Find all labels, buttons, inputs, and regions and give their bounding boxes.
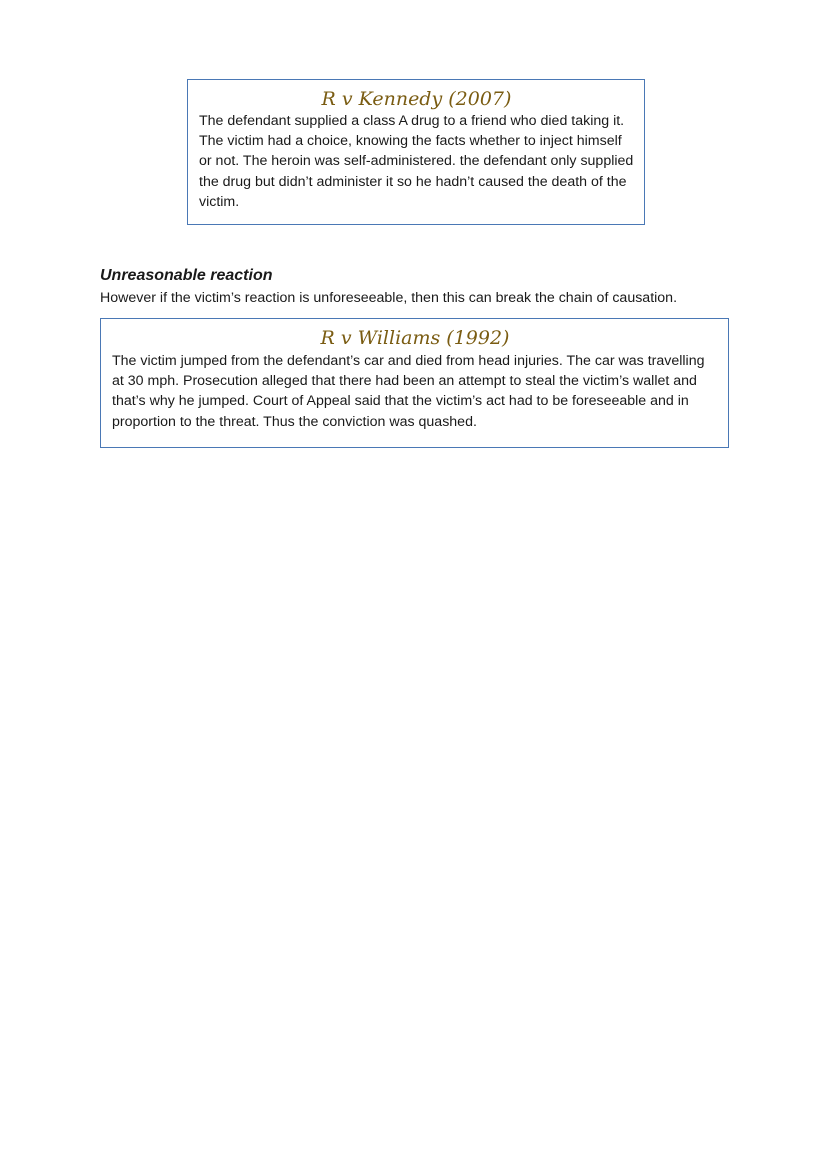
section-heading: Unreasonable reaction [100, 267, 273, 284]
case-title-williams: R v Williams (1992) [320, 327, 510, 349]
case-box-williams [100, 318, 729, 448]
case-body-williams: The victim jumped from the defendant’s car and died from head injuries. The car was travelling at 30 mph. Prosecution alleged that there had been an attempt to steal the victim’s wallet and that’s why he jumped. Court of Appeal said that the victim’s act had to be foreseeable and in proportion to the threat. Thus the conviction was quashed. [112, 353, 705, 430]
section-text: However if the victim’s reaction is unforeseeable, then this can break the chain of causation. [100, 290, 678, 306]
case-title-kennedy: R v Kennedy (2007) [321, 88, 512, 110]
case-body-kennedy: The defendant supplied a class A drug to a friend who died taking it. The victim had a choice, knowing the facts whether to inject himself or not. The heroin was self-administered. the defendant only supplied the drug but didn’t administer it so he hadn’t caused the death of the victim. [199, 113, 634, 210]
case-box-kennedy [187, 79, 645, 225]
